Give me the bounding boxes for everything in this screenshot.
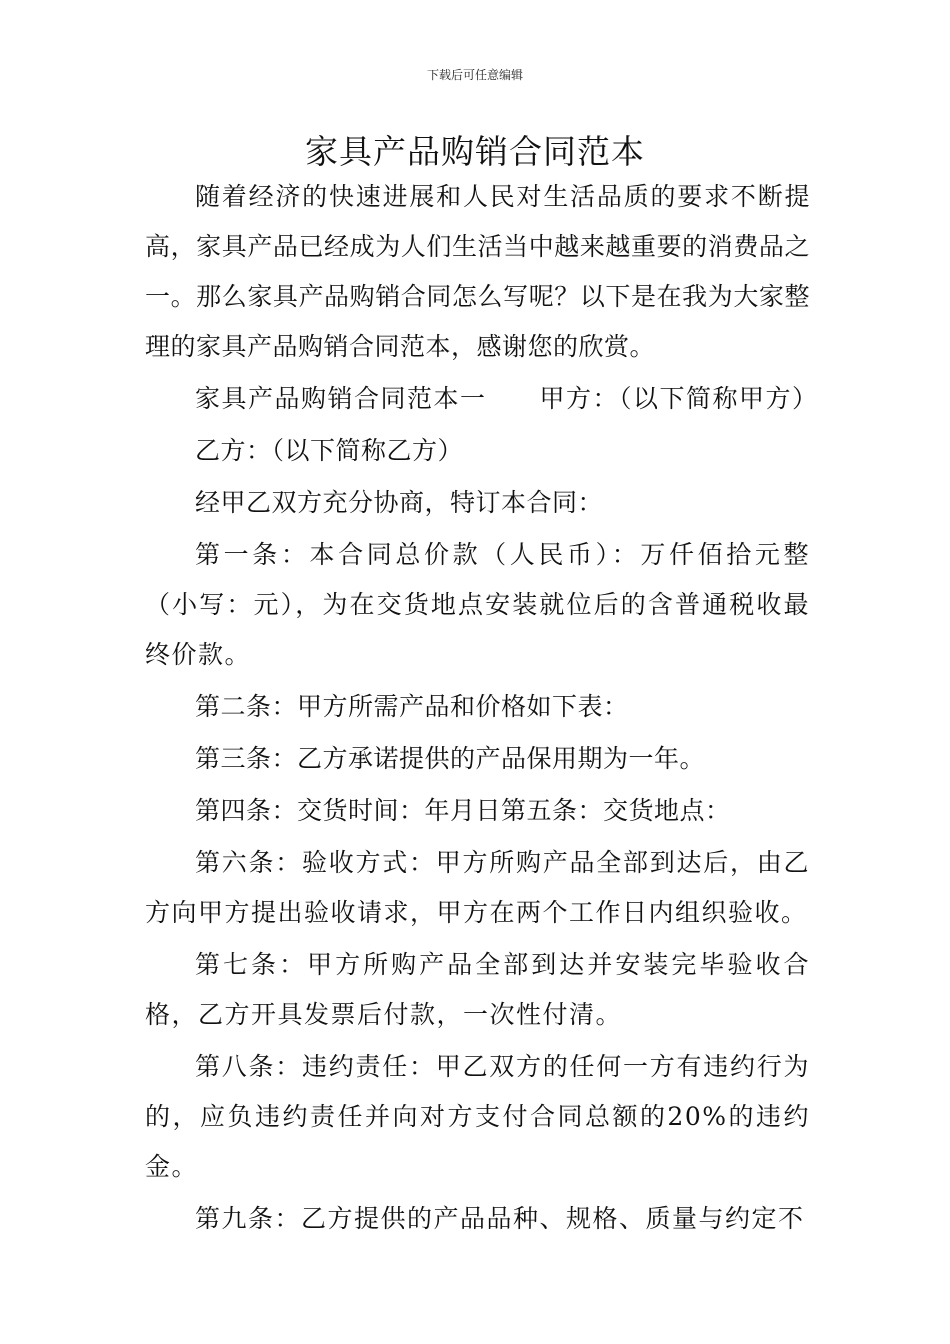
clause-8: 第八条：违约责任：甲乙双方的任何一方有违约行为的，应负违约责任并向对方支付合同总额的20%的违约金。 [145, 1052, 810, 1181]
document-title: 家具产品购销合同范本 [305, 132, 645, 171]
clause-1: 第一条：本合同总价款（人民币）：万仟佰拾元整（小写：元），为在交货地点安装就位后的含普通税收最终价款。 [145, 540, 810, 669]
paragraph-contract-one-party-a: 家具产品购销合同范本一 甲方：（以下简称甲方） [195, 384, 819, 413]
clause-6: 第六条：验收方式：甲方所购产品全部到达后，由乙方向甲方提出验收请求，甲方在两个工作日内组织验收。 [145, 848, 810, 927]
clause-2: 第二条：甲方所需产品和价格如下表： [195, 692, 629, 721]
clause-9: 第九条：乙方提供的产品品种、规格、质量与约定不 [195, 1204, 805, 1233]
clause-3: 第三条：乙方承诺提供的产品保用期为一年。 [195, 744, 706, 773]
paragraph-party-b: 乙方：（以下简称乙方） [195, 436, 464, 465]
clause-7: 第七条：甲方所购产品全部到达并安装完毕验收合格，乙方开具发票后付款，一次性付清。 [145, 950, 810, 1029]
clause-4-5: 第四条：交货时间：年月日第五条：交货地点： [195, 796, 731, 825]
paragraph-agreement: 经甲乙双方充分协商，特订本合同： [195, 488, 604, 517]
paragraph-intro: 随着经济的快速进展和人民对生活品质的要求不断提高，家具产品已经成为人们生活当中越来越重要的消费品之一。那么家具产品购销合同怎么写呢？以下是在我为大家整理的家具产品购销合同范本，感谢您的欣赏。 [145, 182, 810, 361]
page-header-note: 下载后可任意编辑 [426, 68, 523, 82]
document-body [145, 172, 819, 1246]
